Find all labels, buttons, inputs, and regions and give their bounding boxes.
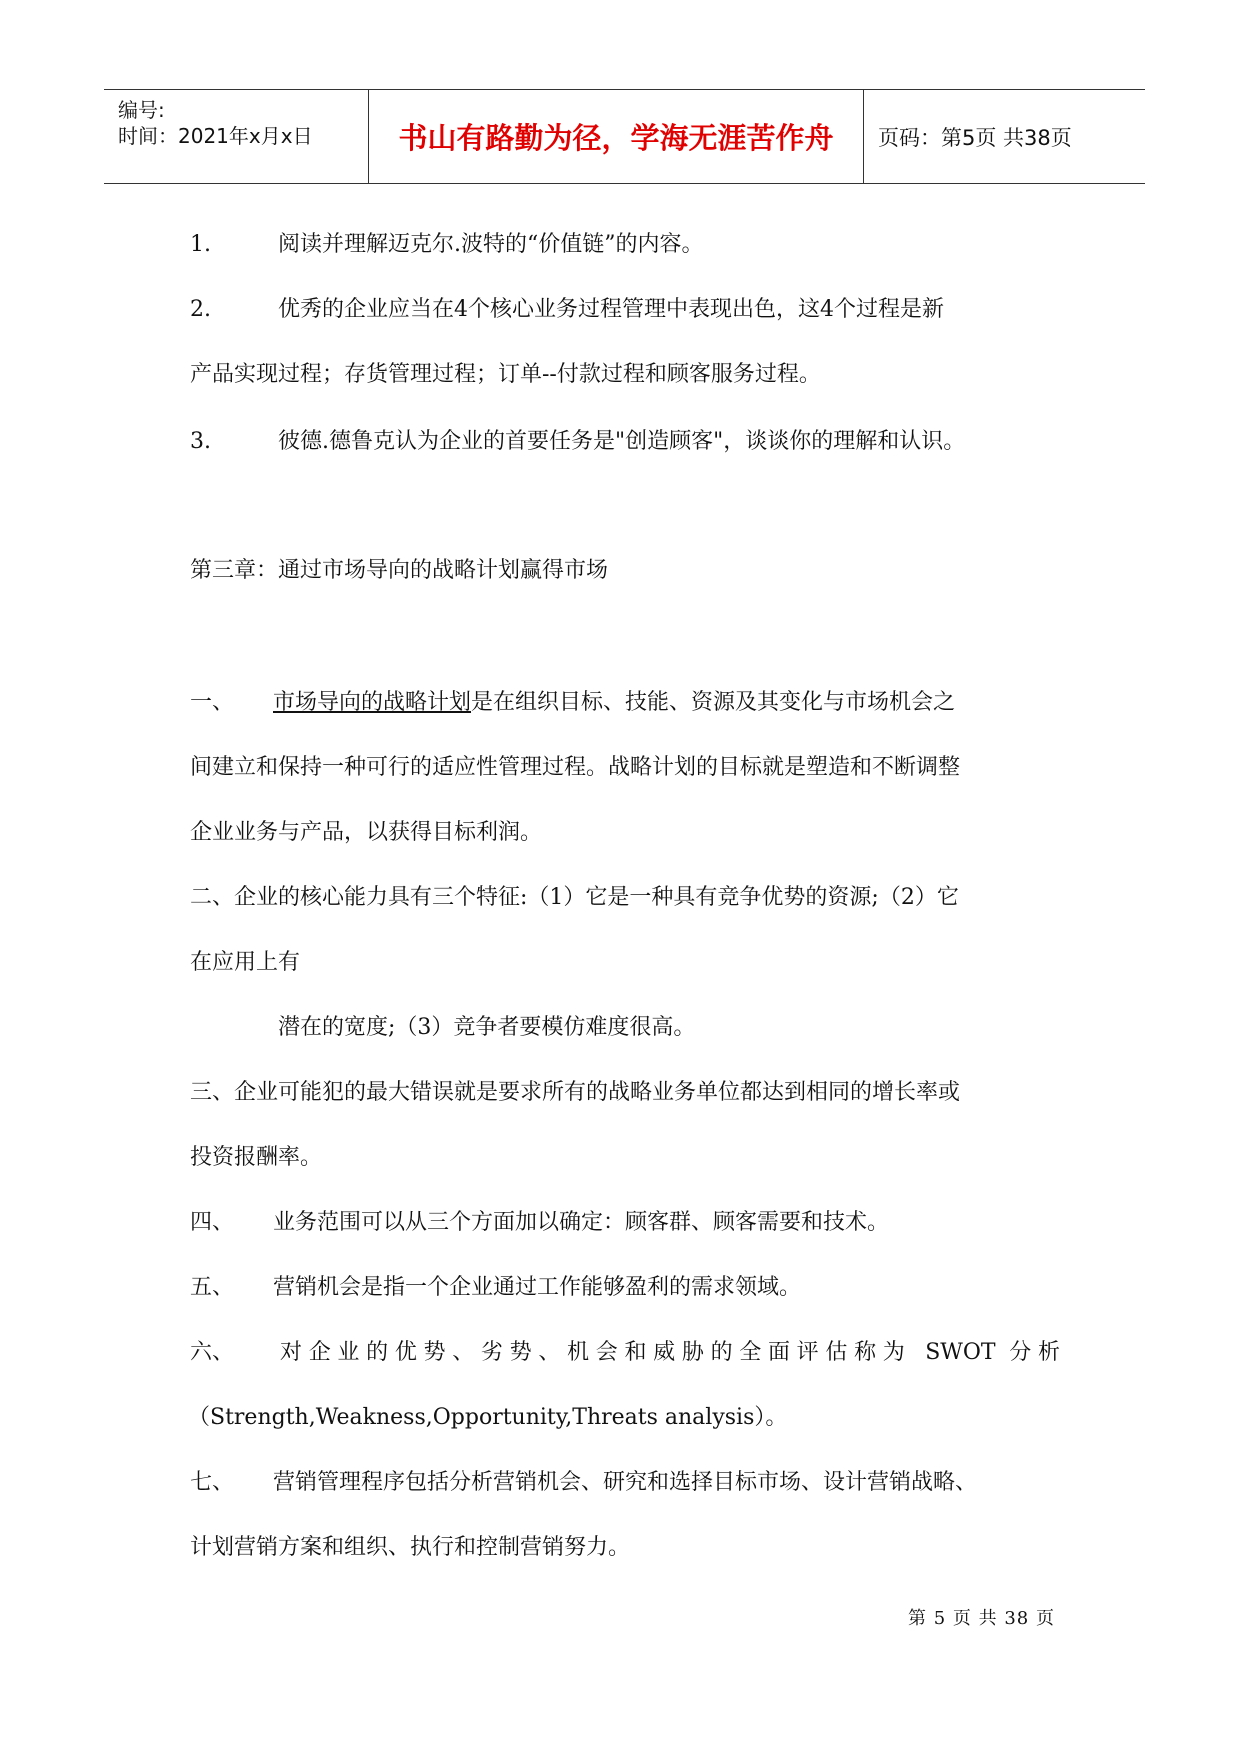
page-label: 页码：第5页 共38页 bbox=[878, 125, 1072, 150]
section-text-line: 计划营销方案和组织、执行和控制营销努力。 bbox=[190, 1535, 631, 1560]
chapter-title: 第三章：通过市场导向的战略计划赢得市场 bbox=[190, 558, 609, 583]
item-number: 1. bbox=[190, 232, 211, 257]
section-text-line: 二、企业的核心能力具有三个特征:（1）它是一种具有竞争优势的资源;（2）它 bbox=[190, 885, 959, 910]
term-link: 市场导向的战略计划 bbox=[273, 690, 472, 715]
section-text: 营销机会是指一个企业通过工作能够盈利的需求领域。 bbox=[273, 1275, 802, 1300]
section-text-line: 间建立和保持一种可行的适应性管理过程。战略计划的目标就是塑造和不断调整 bbox=[190, 755, 961, 780]
section-number: 六、 bbox=[190, 1340, 235, 1365]
section-text-line: 在应用上有 bbox=[190, 950, 301, 975]
section-text-rest: 是在组织目标、技能、资源及其变化与市场机会之 bbox=[471, 690, 956, 715]
section-number: 一、 bbox=[190, 690, 235, 715]
section-number: 七、 bbox=[190, 1470, 235, 1495]
header-motto: 书山有路勤为径，学海无涯苦作舟 bbox=[369, 90, 864, 183]
item-text: 优秀的企业应当在4个核心业务过程管理中表现出色，这4个过程是新 bbox=[278, 297, 944, 322]
section-text-line: 投资报酬率。 bbox=[190, 1145, 323, 1170]
section-number: 四、 bbox=[190, 1210, 235, 1235]
item-number: 3. bbox=[190, 429, 211, 454]
section-text: 对企业的优势、劣势、机会和威胁的全面评估称为 SWOT 分析 bbox=[280, 1340, 1060, 1365]
section-text: 营销管理程序包括分析营销机会、研究和选择目标市场、设计营销战略、 bbox=[273, 1470, 978, 1495]
section-text: 业务范围可以从三个方面加以确定：顾客群、顾客需要和技术。 bbox=[273, 1210, 890, 1235]
page-footer: 第 5 页 共 38 页 bbox=[908, 1608, 1055, 1629]
item-text-continued: 产品实现过程；存货管理过程；订单--付款过程和顾客服务过程。 bbox=[190, 362, 821, 387]
section-number: 五、 bbox=[190, 1275, 235, 1300]
section-text-line: 企业业务与产品，以获得目标利润。 bbox=[190, 820, 543, 845]
item-text: 彼德.德鲁克认为企业的首要任务是"创造顾客"，谈谈你的理解和认识。 bbox=[278, 429, 966, 454]
item-text: 阅读并理解迈克尔.波特的“价值链”的内容。 bbox=[278, 232, 704, 257]
section-text-line: 三、企业可能犯的最大错误就是要求所有的战略业务单位都达到相同的增长率或 bbox=[190, 1080, 961, 1105]
section-text bbox=[273, 688, 955, 718]
section-text-line: 潜在的宽度;（3）竞争者要模仿难度很高。 bbox=[278, 1015, 696, 1040]
item-number: 2. bbox=[190, 297, 211, 322]
section-text-line: （Strength,Weakness,Opportunity,Threats analysis）。 bbox=[188, 1405, 788, 1430]
serial-label: 编号: bbox=[118, 98, 165, 122]
time-label: 时间：2021年x月x日 bbox=[118, 124, 313, 148]
